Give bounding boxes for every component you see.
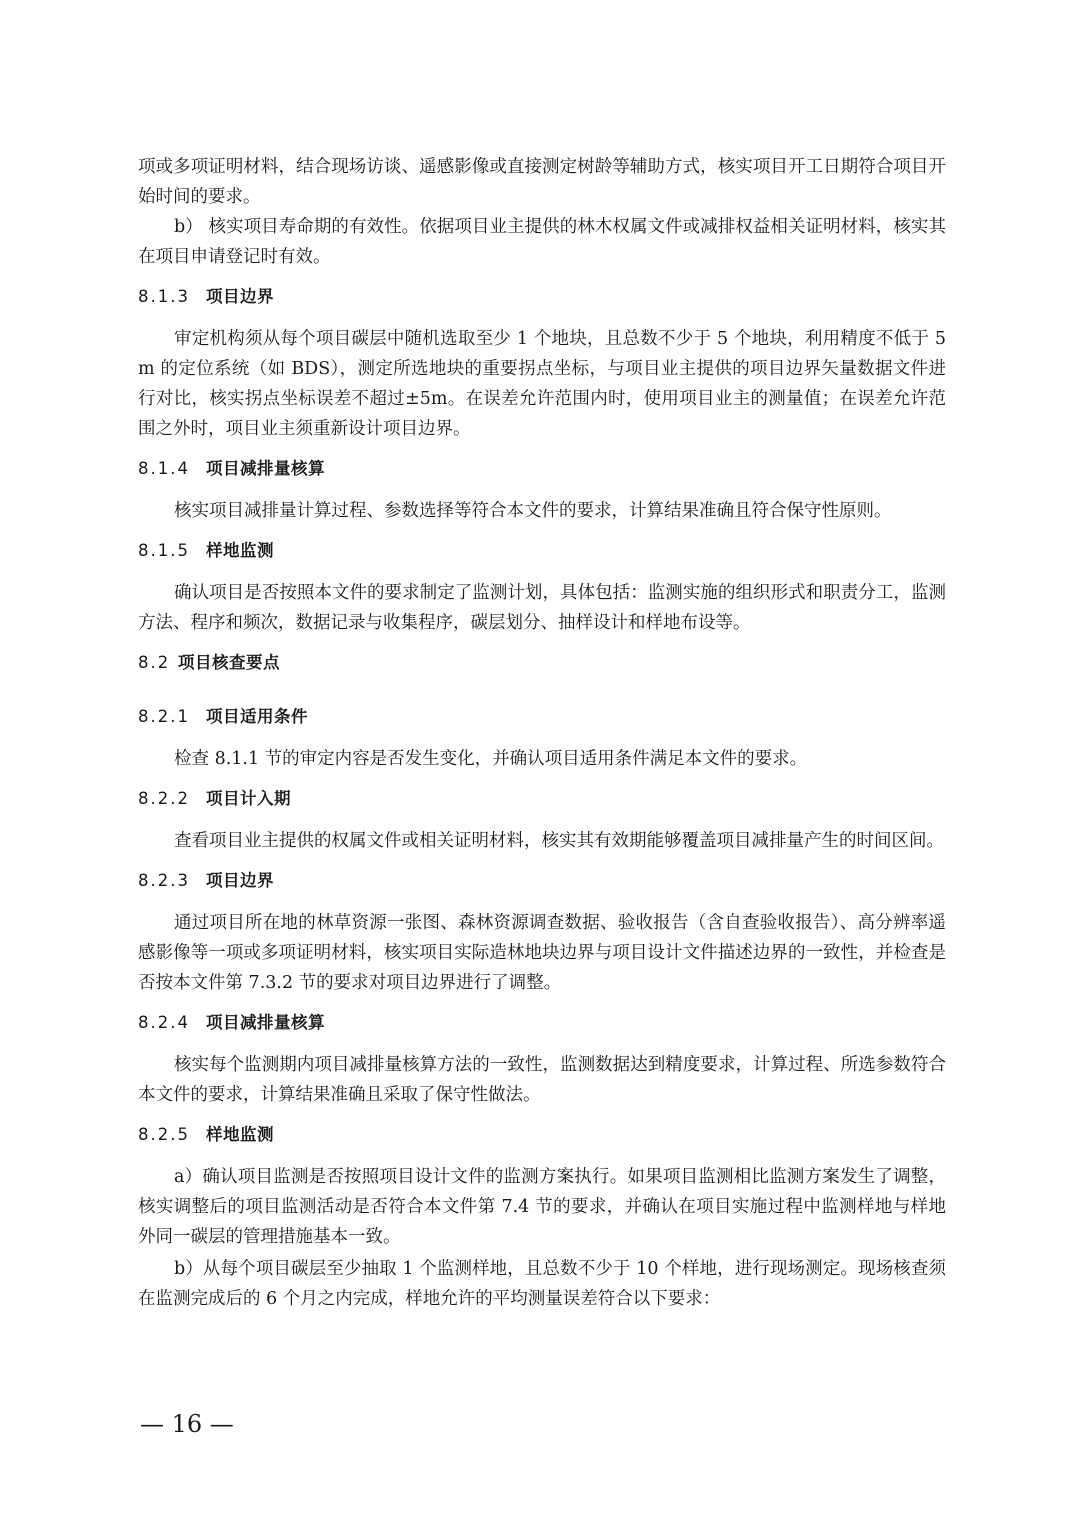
paragraph-a-monitoring: a）确认项目监测是否按照项目设计文件的监测方案执行。如果项目监测相比监测方案发生了调整，核实调整后的项目监测活动是否符合本文件第 7.4 节的要求，并确认在项目实施过程中监测样地与样地外同一碳层的管理措施基本一致。 [138, 1167, 946, 1247]
heading-title: 项目计入期 [206, 789, 291, 808]
heading-number: 8.2 [138, 653, 171, 672]
heading-8-2-5 [138, 1120, 946, 1150]
heading-8-1-3 [138, 282, 946, 312]
heading-8-2-3 [138, 866, 946, 896]
paragraph-monitoring-plan: 确认项目是否按照本文件的要求制定了监测计划，具体包括：监测实施的组织形式和职责分工，监测方法、程序和频次，数据记录与收集程序，碳层划分、抽样设计和样地布设等。 [138, 583, 946, 633]
heading-8-1-5 [138, 536, 946, 566]
heading-title: 样地监测 [206, 541, 274, 560]
heading-8-2 [138, 648, 946, 678]
heading-number: 8.2.4 [138, 1013, 190, 1032]
heading-8-2-1 [138, 702, 946, 732]
heading-title: 项目边界 [206, 287, 274, 306]
page-content [138, 152, 946, 1314]
heading-title: 项目边界 [206, 871, 274, 890]
page-number: — 16 — [140, 1410, 234, 1438]
heading-8-2-2 [138, 784, 946, 814]
heading-8-2-4 [138, 1008, 946, 1038]
paragraph-applicability: 检查 8.1.1 节的审定内容是否发生变化，并确认项目适用条件满足本文件的要求。 [174, 749, 808, 769]
heading-title: 项目核查要点 [178, 653, 280, 672]
paragraph-emission-calc: 核实项目减排量计算过程、参数选择等符合本文件的要求，计算结果准确且符合保守性原则。 [174, 501, 892, 521]
heading-number: 8.2.1 [138, 707, 190, 726]
heading-number: 8.1.5 [138, 541, 190, 560]
paragraph-boundary-verification: 通过项目所在地的林草资源一张图、森林资源调查数据、验收报告（含自查验收报告）、高分辨率遥感影像等一项或多项证明材料，核实项目实际造林地块边界与项目设计文件描述边界的一致性，并检查是否按本文件第 7.3.2 节的要求对项目边界进行了调整。 [138, 913, 946, 993]
heading-title: 项目减排量核算 [206, 1013, 325, 1032]
heading-number: 8.1.3 [138, 287, 190, 306]
heading-number: 8.1.4 [138, 459, 190, 478]
paragraph-crediting-period: 查看项目业主提供的权属文件或相关证明材料，核实其有效期能够覆盖项目减排量产生的时间区间。 [174, 831, 944, 851]
paragraph-boundary-validation: 审定机构须从每个项目碳层中随机选取至少 1 个地块，且总数不少于 5 个地块，利用精度不低于 5m 的定位系统（如 BDS），测定所选地块的重要拐点坐标，与项目业主提供的项目边界矢量数据文件进行对比，核实拐点坐标误差不超过±5m。在误差允许范围内时，使用项目业主的测量值；在误差允许范围之外时，项目业主须重新设计项目边界。 [138, 329, 946, 439]
paragraph-b-sampling: b）从每个项目碳层至少抽取 1 个监测样地，且总数不少于 10 个样地，进行现场测定。现场核查须在监测完成后的 6 个月之内完成，样地允许的平均测量误差符合以下要求： [138, 1259, 946, 1309]
paragraph-emission-verification: 核实每个监测期内项目减排量核算方法的一致性，监测数据达到精度要求，计算过程、所选参数符合本文件的要求，计算结果准确且采取了保守性做法。 [138, 1055, 946, 1105]
paragraph-continuation: 项或多项证明材料，结合现场访谈、遥感影像或直接测定树龄等辅助方式，核实项目开工日期符合项目开始时间的要求。 [138, 157, 946, 207]
heading-number: 8.2.3 [138, 871, 190, 890]
heading-title: 项目适用条件 [206, 707, 308, 726]
heading-number: 8.2.2 [138, 789, 190, 808]
heading-title: 样地监测 [206, 1125, 274, 1144]
heading-8-1-4 [138, 454, 946, 484]
paragraph-b-lifetime: b） 核实项目寿命期的有效性。依据项目业主提供的林木权属文件或减排权益相关证明材料，核实其在项目申请登记时有效。 [138, 217, 946, 267]
heading-title: 项目减排量核算 [206, 459, 325, 478]
heading-number: 8.2.5 [138, 1125, 190, 1144]
